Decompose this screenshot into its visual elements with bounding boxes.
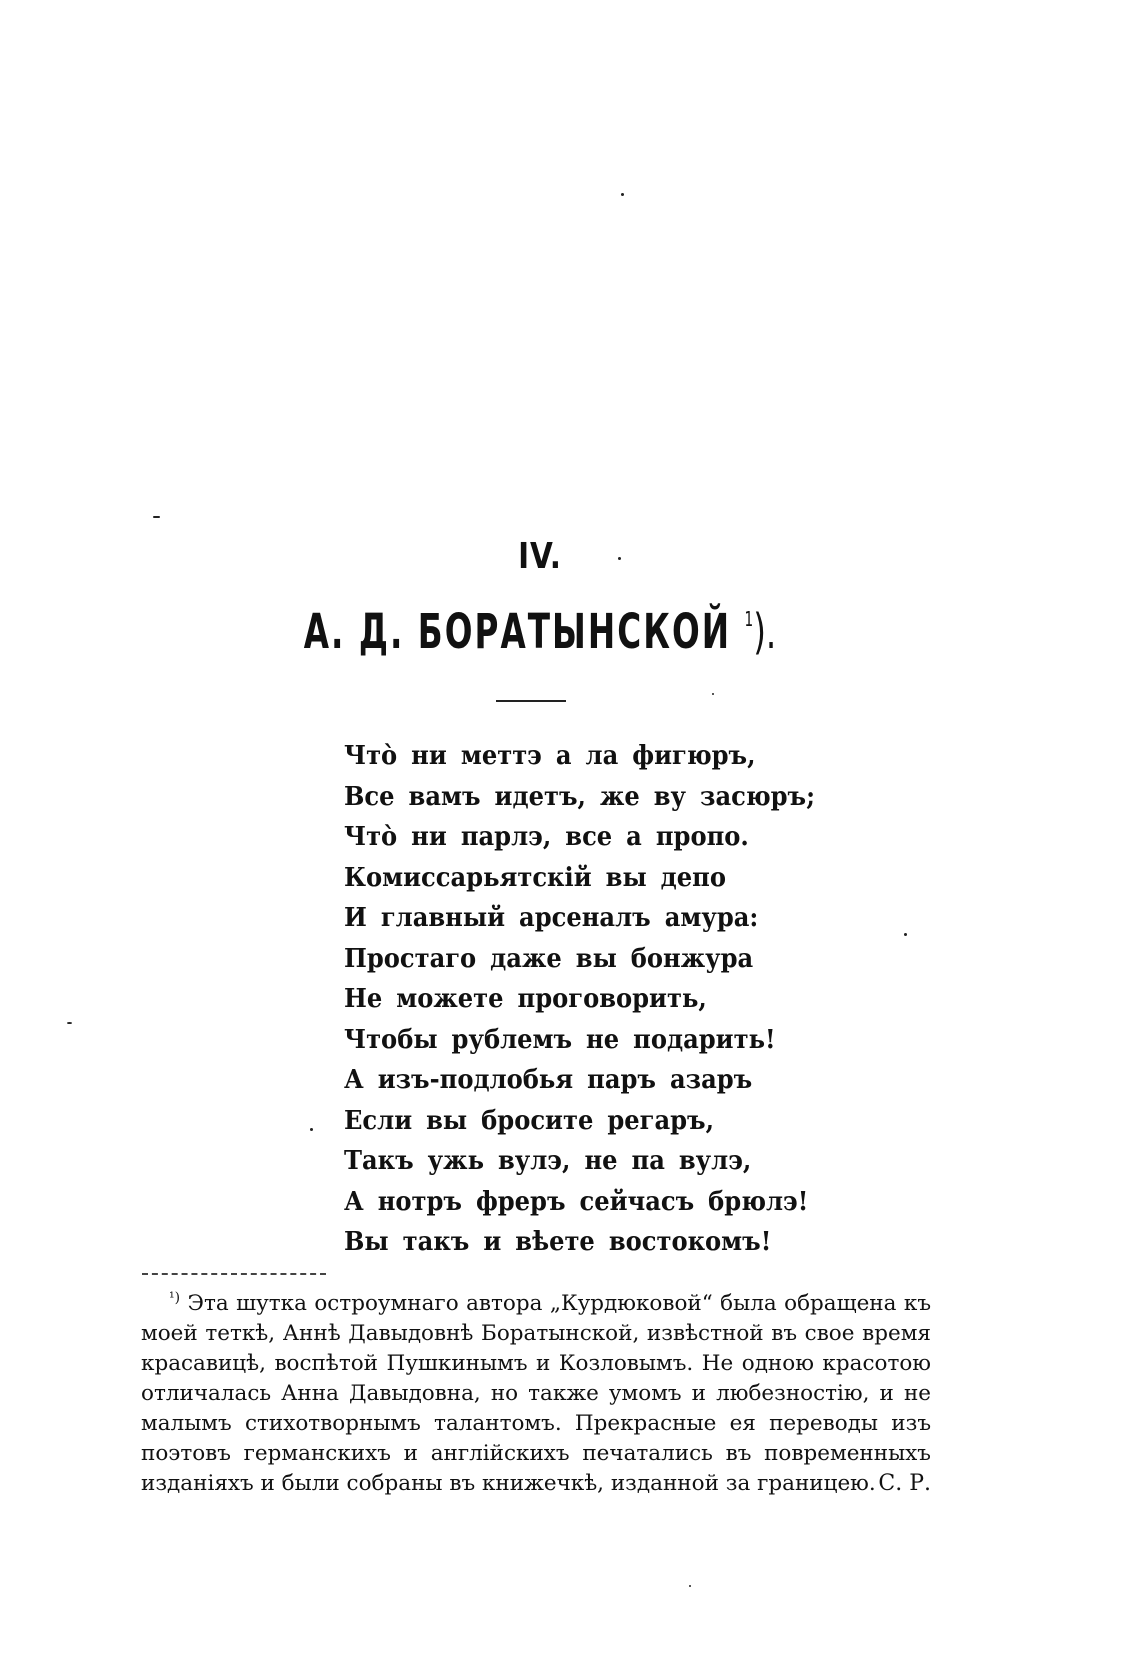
scan-speck <box>689 1585 691 1587</box>
poem-line: Комиссарьятскій вы депо <box>344 862 727 893</box>
title-divider <box>496 700 566 702</box>
scan-speck <box>153 516 160 518</box>
title-closing: ). <box>753 604 777 660</box>
footnote-marker: ¹) <box>169 1290 181 1306</box>
poem-line: Чтò ни парлэ, все а пропо. <box>344 822 749 852</box>
poem-line: Все вамъ идетъ, же ву засюръ; <box>344 781 816 812</box>
poem-line: Простаго даже вы бонжура <box>344 943 754 974</box>
footnote <box>141 1283 931 1499</box>
poem-line: Такъ ужь вулэ, не па вулэ, <box>344 1146 752 1176</box>
poem-title-text: А. Д. БОРАТЫНСКОЙ <box>303 604 732 660</box>
poem-title <box>173 604 907 660</box>
footnote-text: Эта шутка остроумнаго автора „Курдюковой“ была обращена къ моей теткѣ, Аннѣ Давыдовнѣ Боратынской, извѣстной въ свое время красавицѣ, воспѣтой Пушкинымъ и Козловымъ. Не одною красотою отличалась Анна Давыдовна, но также умомъ и любезностію, и не малымъ стихотворнымъ талантомъ. Прекрасные ея переводы изъ поэтовъ германскихъ и англійскихъ печатались въ повременныхъ изданіяхъ и были собраны въ книжечкѣ, изданной за границею. <box>141 1291 931 1496</box>
footnote-reference: 1 <box>744 607 754 631</box>
footnote-signature: С. Р. <box>878 1471 931 1496</box>
poem-line: А нотръ фреръ сейчасъ брюлэ! <box>344 1186 809 1217</box>
poem-line: Если вы бросите регаръ, <box>344 1105 715 1136</box>
scan-speck <box>67 1022 72 1024</box>
scan-speck <box>310 1128 313 1131</box>
scan-speck <box>712 693 714 695</box>
poem-line: Чтобы рублемъ не подарить! <box>344 1024 776 1055</box>
poem-line: А изъ-подлобья паръ азаръ <box>344 1065 753 1095</box>
poem-line: Чтò ни меттэ а ла фигюръ, <box>344 741 756 771</box>
scan-speck <box>621 193 624 196</box>
poem-line: Вы такъ и вѣете востокомъ! <box>344 1227 772 1257</box>
chapter-number: IV. <box>518 536 562 577</box>
poem-line: Не можете проговорить, <box>344 984 707 1014</box>
poem-body <box>344 736 850 1263</box>
footnote-separator <box>142 1273 326 1275</box>
poem-line: И главный арсеналъ амура: <box>344 903 759 933</box>
scan-speck <box>904 933 907 936</box>
